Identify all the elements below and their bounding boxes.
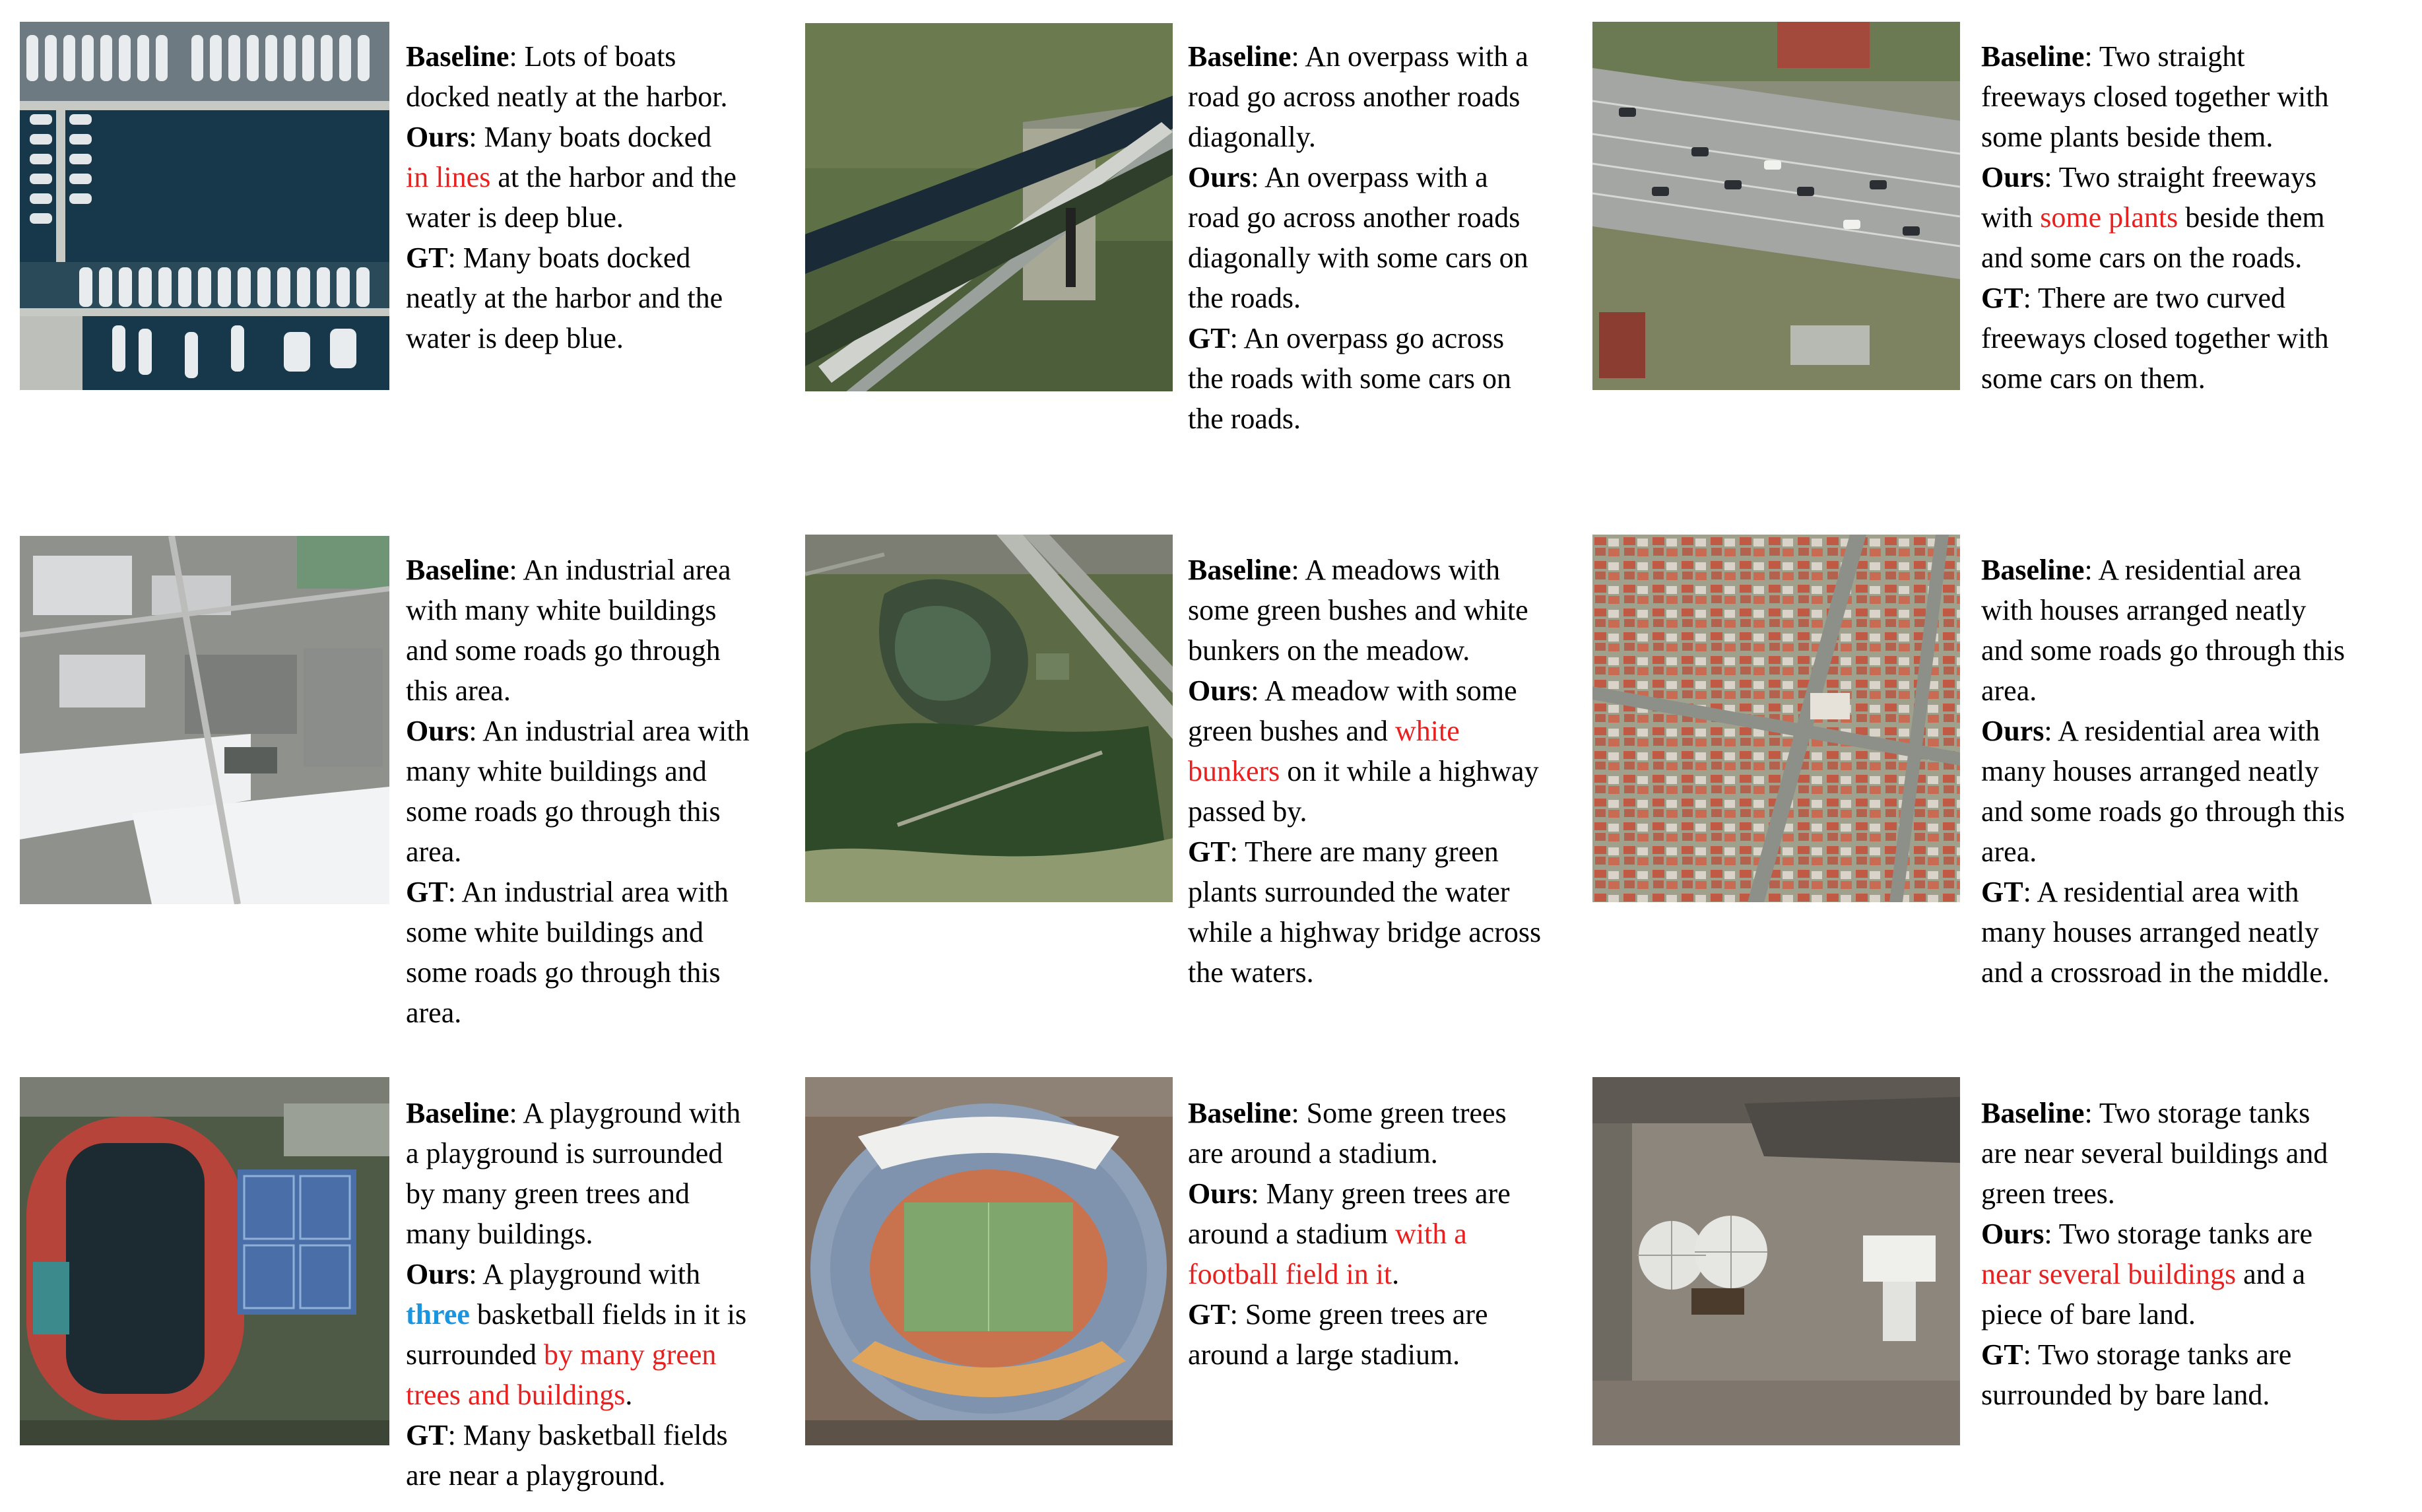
caption-line (1188, 1093, 1511, 1133)
caption-label: Ours (1188, 161, 1251, 193)
caption-label: Ours (1981, 715, 2045, 747)
caption-line (406, 77, 736, 117)
caption-line (406, 791, 750, 832)
caption-text: : A playground with (469, 1258, 701, 1290)
caption-text: road go across another roads (1188, 201, 1521, 234)
caption-line (1981, 952, 2345, 993)
caption-label: Baseline (1981, 40, 2085, 73)
caption-line (406, 1254, 746, 1294)
caption-line (406, 238, 736, 278)
caption-line (406, 1214, 746, 1254)
caption-line (406, 832, 750, 872)
caption-label: Baseline (1188, 1097, 1292, 1129)
caption-text: diagonally. (1188, 121, 1316, 153)
caption-text: the roads with some cars on (1188, 362, 1511, 395)
caption-text: and some roads go through this (1981, 634, 2345, 667)
storage-tanks-caption (1981, 1093, 2328, 1415)
caption-text: around a large stadium. (1188, 1338, 1460, 1371)
caption-text: many buildings. (406, 1218, 593, 1250)
caption-line (1188, 36, 1528, 77)
caption-text: : There are two curved (2023, 282, 2286, 314)
caption-label: Baseline (1188, 40, 1292, 73)
caption-highlight: bunkers (1188, 755, 1280, 787)
caption-text: : Many basketball fields (447, 1419, 728, 1451)
caption-line (1188, 117, 1528, 157)
caption-text: water is deep blue. (406, 201, 624, 234)
caption-text: : An overpass go across (1229, 322, 1505, 354)
caption-label: Baseline (1981, 554, 2085, 586)
caption-text: many white buildings and (406, 755, 707, 787)
caption-text: : Some green trees (1291, 1097, 1507, 1129)
caption-line (1981, 751, 2345, 791)
caption-text: : Many boats docked (469, 121, 712, 153)
caption-line (1188, 318, 1528, 358)
caption-text: a playground is surrounded (406, 1137, 723, 1169)
caption-text: : A residential area with (2023, 876, 2299, 908)
caption-highlight: by many green (543, 1338, 717, 1371)
caption-text: : Two straight freeways (2044, 161, 2317, 193)
caption-highlight: near several buildings (1981, 1258, 2237, 1290)
freeway-aerial-image (1592, 22, 1960, 390)
caption-highlight: trees and buildings (406, 1379, 626, 1411)
caption-text: . (625, 1379, 633, 1411)
caption-line (1188, 751, 1541, 791)
overpass-aerial-image (805, 23, 1173, 391)
caption-text: : An overpass with a (1251, 161, 1488, 193)
caption-line (1188, 399, 1528, 439)
caption-highlight: some plants (2040, 201, 2178, 234)
caption-line (406, 36, 736, 77)
caption-label: Baseline (406, 554, 509, 586)
caption-line (1981, 671, 2345, 711)
caption-label: Baseline (406, 40, 509, 73)
caption-line (406, 711, 750, 751)
caption-line (1981, 1294, 2328, 1334)
caption-text: and a (2236, 1258, 2306, 1290)
stadium-caption (1188, 1093, 1511, 1375)
caption-label: Ours (1981, 161, 2045, 193)
caption-highlight: in lines (406, 161, 491, 193)
caption-text: many houses arranged neatly (1981, 755, 2319, 787)
caption-highlight: football field in it (1188, 1258, 1392, 1290)
caption-line (406, 671, 750, 711)
caption-text: passed by. (1188, 795, 1307, 828)
caption-line (1188, 1133, 1511, 1173)
caption-line (1981, 117, 2329, 157)
caption-line (406, 912, 750, 952)
caption-text: with many white buildings (406, 594, 717, 626)
caption-line (1188, 550, 1541, 590)
industrial-area-aerial-image (20, 536, 389, 904)
caption-line (1188, 630, 1541, 671)
caption-highlight: three (406, 1298, 470, 1331)
caption-text: : There are many green (1229, 836, 1499, 868)
caption-text: : A residential area (2084, 554, 2302, 586)
caption-text: surrounded by bare land. (1981, 1379, 2270, 1411)
caption-line (406, 1415, 746, 1455)
playground-caption (406, 1093, 746, 1496)
caption-text: with (1981, 201, 2041, 234)
caption-label: Ours (406, 1258, 469, 1290)
caption-label: Ours (406, 121, 469, 153)
caption-line (1981, 550, 2345, 590)
caption-line (1981, 157, 2329, 197)
caption-text: : An overpass with a (1291, 40, 1528, 73)
caption-text: . (1392, 1258, 1400, 1290)
caption-line (406, 952, 750, 993)
caption-line (1188, 278, 1528, 318)
caption-text: : Two straight (2084, 40, 2245, 73)
caption-label: Baseline (1981, 1097, 2085, 1129)
overpass-caption (1188, 36, 1528, 439)
storage-tanks-aerial-image (1592, 1077, 1960, 1445)
caption-text: : An industrial area with (447, 876, 729, 908)
caption-text: : An industrial area with (469, 715, 750, 747)
caption-text: and some cars on the roads. (1981, 242, 2303, 274)
caption-text: the roads. (1188, 282, 1301, 314)
caption-line (1188, 791, 1541, 832)
caption-line (1188, 590, 1541, 630)
caption-text: at the harbor and the (490, 161, 736, 193)
caption-label: Ours (1188, 1177, 1251, 1210)
caption-line (1981, 1214, 2328, 1254)
caption-line (1981, 832, 2345, 872)
caption-label: GT (1981, 876, 2023, 908)
caption-text: : A meadows with (1291, 554, 1501, 586)
caption-label: GT (1981, 1338, 2023, 1371)
freeway-caption (1981, 36, 2329, 399)
caption-line (1188, 238, 1528, 278)
caption-line (406, 1294, 746, 1334)
caption-line (1981, 912, 2345, 952)
caption-line (1981, 872, 2345, 912)
caption-label: GT (406, 876, 448, 908)
caption-text: some white buildings and (406, 916, 704, 948)
caption-text: : A residential area with (2044, 715, 2320, 747)
caption-text: on it while a highway (1280, 755, 1539, 787)
caption-text: : Many green trees are (1251, 1177, 1511, 1210)
caption-text: some green bushes and white (1188, 594, 1528, 626)
caption-text: : Two storage tanks (2084, 1097, 2310, 1129)
caption-text: : Two storage tanks are (2023, 1338, 2292, 1371)
caption-line (1981, 238, 2329, 278)
caption-line (1188, 157, 1528, 197)
caption-line (406, 630, 750, 671)
caption-text: diagonally with some cars on (1188, 242, 1528, 274)
caption-label: GT (1981, 282, 2023, 314)
caption-label: Ours (1188, 674, 1251, 707)
caption-line (406, 278, 736, 318)
caption-line (406, 157, 736, 197)
caption-label: Baseline (1188, 554, 1292, 586)
caption-line (1188, 1173, 1511, 1214)
caption-line (406, 1093, 746, 1133)
caption-line (406, 1173, 746, 1214)
caption-text: green bushes and (1188, 715, 1396, 747)
caption-text: : Two storage tanks are (2044, 1218, 2313, 1250)
caption-label: GT (1188, 836, 1230, 868)
caption-text: : A meadow with some (1251, 674, 1517, 707)
caption-text: this area. (406, 674, 511, 707)
caption-text: are around a stadium. (1188, 1137, 1438, 1169)
caption-text: around a stadium (1188, 1218, 1396, 1250)
caption-label: Ours (1981, 1218, 2045, 1250)
caption-text: basketball fields in it is (469, 1298, 747, 1331)
caption-text: some cars on them. (1981, 362, 2206, 395)
caption-line (1188, 872, 1541, 912)
caption-line (406, 993, 750, 1033)
caption-text: freeways closed together with (1981, 322, 2329, 354)
caption-line (1188, 671, 1541, 711)
harbor-caption (406, 36, 736, 358)
caption-line (1188, 912, 1541, 952)
caption-text: bunkers on the meadow. (1188, 634, 1470, 667)
caption-text: are near several buildings and (1981, 1137, 2328, 1169)
caption-text: are near a playground. (406, 1459, 666, 1492)
caption-line (1981, 1093, 2328, 1133)
caption-highlight: with a (1395, 1218, 1467, 1250)
meadow-caption (1188, 550, 1541, 993)
caption-line (1981, 1254, 2328, 1294)
caption-text: some plants beside them. (1981, 121, 2274, 153)
caption-text: plants surrounded the water (1188, 876, 1510, 908)
caption-text: surrounded (406, 1338, 544, 1371)
caption-line (406, 197, 736, 238)
caption-text: some roads go through this (406, 956, 721, 989)
caption-line (1981, 358, 2329, 399)
caption-text: : A playground with (509, 1097, 741, 1129)
meadow-aerial-image (805, 535, 1173, 902)
caption-text: and some roads go through (406, 634, 721, 667)
caption-text: and some roads go through this (1981, 795, 2345, 828)
caption-label: Ours (406, 715, 469, 747)
caption-text: piece of bare land. (1981, 1298, 2196, 1331)
caption-label: GT (1188, 1298, 1230, 1331)
caption-line (406, 1133, 746, 1173)
caption-line (1188, 1214, 1511, 1254)
caption-text: and a crossroad in the middle. (1981, 956, 2330, 989)
caption-line (406, 1334, 746, 1375)
caption-line (1981, 1375, 2328, 1415)
caption-text: area. (406, 997, 462, 1029)
caption-line (1981, 590, 2345, 630)
caption-text: area. (406, 836, 462, 868)
caption-label: GT (406, 242, 448, 274)
caption-line (1188, 1294, 1511, 1334)
caption-line (1981, 278, 2329, 318)
residential-area-aerial-image (1592, 535, 1960, 902)
caption-line (1188, 358, 1528, 399)
caption-line (1188, 952, 1541, 993)
caption-text: beside them (2178, 201, 2325, 234)
caption-line (1981, 1334, 2328, 1375)
caption-text: some roads go through this (406, 795, 721, 828)
playground-aerial-image (20, 1077, 389, 1445)
caption-line (1188, 711, 1541, 751)
caption-label: GT (1188, 322, 1230, 354)
caption-line (406, 550, 750, 590)
caption-text: with houses arranged neatly (1981, 594, 2307, 626)
caption-line (406, 590, 750, 630)
harbor-aerial-image (20, 22, 389, 390)
caption-line (1981, 77, 2329, 117)
residential-caption (1981, 550, 2345, 993)
caption-line (406, 1455, 746, 1496)
caption-label: GT (406, 1419, 448, 1451)
caption-line (1981, 791, 2345, 832)
caption-line (1981, 1133, 2328, 1173)
caption-line (406, 872, 750, 912)
caption-text: freeways closed together with (1981, 81, 2329, 113)
caption-line (1188, 197, 1528, 238)
caption-text: the waters. (1188, 956, 1314, 989)
caption-text: : Lots of boats (509, 40, 676, 73)
caption-line (1981, 1173, 2328, 1214)
caption-line (1981, 711, 2345, 751)
caption-text: the roads. (1188, 403, 1301, 435)
caption-text: by many green trees and (406, 1177, 690, 1210)
caption-line (406, 117, 736, 157)
caption-line (1188, 832, 1541, 872)
caption-line (406, 318, 736, 358)
caption-text: docked neatly at the harbor. (406, 81, 728, 113)
caption-text: road go across another roads (1188, 81, 1521, 113)
caption-text: many houses arranged neatly (1981, 916, 2319, 948)
caption-line (1981, 197, 2329, 238)
caption-line (1981, 36, 2329, 77)
caption-line (406, 751, 750, 791)
caption-text: while a highway bridge across (1188, 916, 1542, 948)
caption-line (1188, 1334, 1511, 1375)
caption-line (1188, 77, 1528, 117)
caption-line (1981, 318, 2329, 358)
caption-label: Baseline (406, 1097, 509, 1129)
caption-text: area. (1981, 836, 2037, 868)
caption-text: area. (1981, 674, 2037, 707)
caption-text: green trees. (1981, 1177, 2115, 1210)
caption-text: neatly at the harbor and the (406, 282, 723, 314)
caption-line (406, 1375, 746, 1415)
caption-line (1981, 630, 2345, 671)
caption-highlight: white (1395, 715, 1460, 747)
caption-text: : An industrial area (509, 554, 731, 586)
stadium-aerial-image (805, 1077, 1173, 1445)
caption-line (1188, 1254, 1511, 1294)
industrial-caption (406, 550, 750, 1033)
caption-text: water is deep blue. (406, 322, 624, 354)
caption-text: : Many boats docked (447, 242, 691, 274)
caption-text: : Some green trees are (1229, 1298, 1488, 1331)
